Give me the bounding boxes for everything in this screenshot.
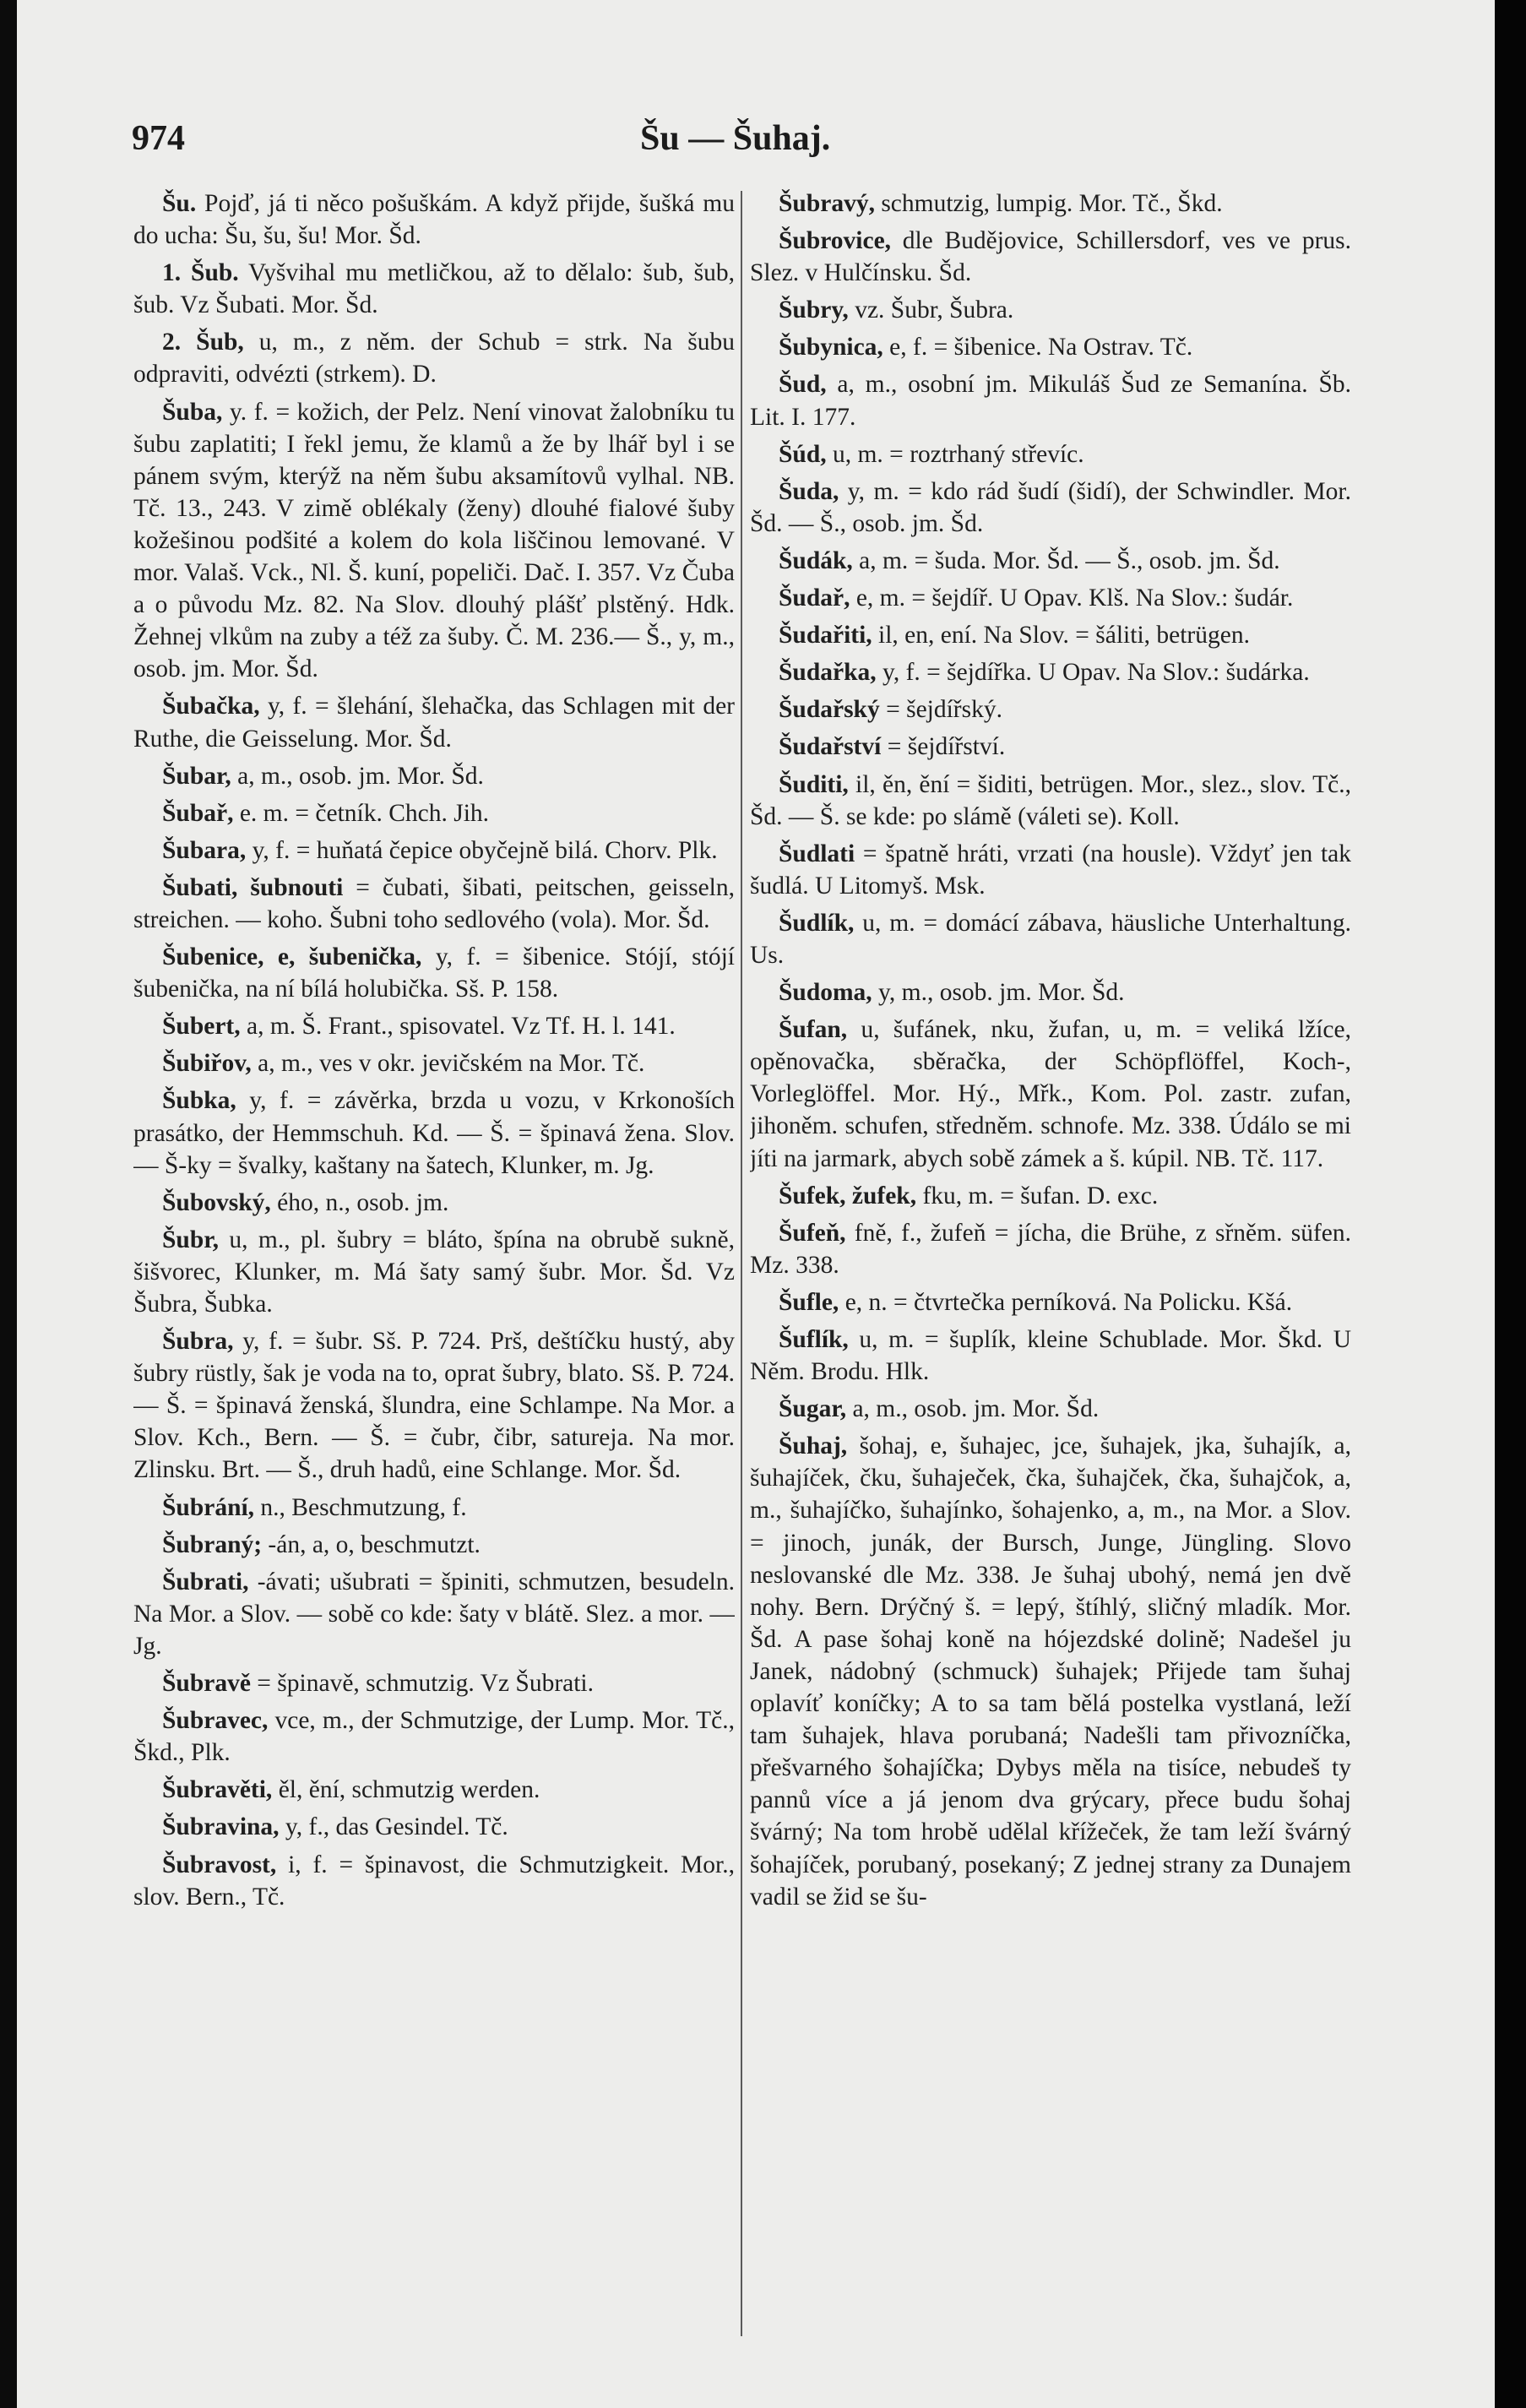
definition: y, f. = šubr. Sš. P. 724. Prš, deštíčku hustý, aby šubry rüstly, šak je voda na to, oprat šubry, blato. Sš. P. 724. — Š. = špinavá ženská, šlundra, eine Schlampe. Na Mor. a Slov. Kch., Bern. — Š. = čubr, čibr, satureja. Na mor. Zlinsku. Brt. — Š., druh hadů, eine Schlange. Mor. Šd. (133, 1328, 735, 1484)
headword: Šubr, (162, 1226, 219, 1253)
definition: u, m. = šuplík, kleine Schublade. Mor. Škd. U Něm. Brodu. Hlk. (750, 1326, 1351, 1386)
definition: y, f., das Gesindel. Tč. (279, 1813, 508, 1841)
definition: y, f. = závěrka, brzda u vozu, v Krkonoších prasátko, der Hemmschuh. Kd. — Š. = špinavá žena. Slov. — Š-ky = švalky, kaštany na šatech, Klunker, m. Jg. (133, 1087, 735, 1179)
page-header (117, 118, 1358, 169)
dictionary-entry (133, 1811, 735, 1843)
definition: šohaj, e, šuhajec, jce, šuhajek, jka, šuhajík, a, šuhajíček, čku, šuhaječek, čka, šuhajček, čka, šuhajčok, a, m., šuhajíčko, šuhajínko, šohajenko, a, m., na Mor. a Slov. = jinoch, junák, der Bursch, Junge, Jüngling. Slovo neslovanské dle Mz. 338. Je šuhaj ubohý, nemá jen dvě nohy. Bern. Drýčný š. = lepý, štíhlý, sličný mladík. Mor. Šd. A pase šohaj koně na hójezdské dolině; Nadešel ju Janek, nádobný (schmuck) šuhajek; Přijede tam šuhaj oplavíť koníčky; A to sa tam bělá postelka vystlaná, leží tam šuhajek, hlava porubaná; Nadešli tam přivozníčka, přešvarného šohajíčka; Dybys měla na tisíce, nebudeš ty pannů více a já jenom dva grýcary, přece budu šohaj švárný; Na tom hrobě udělal křížeček, že tam leží švárný šohajíček, porubaný, posekaný; Z jednej strany za Dunajem vadil se žid se šu- (750, 1432, 1351, 1911)
headword: Šu. (162, 190, 197, 217)
headword: Šudařství (779, 733, 882, 761)
dictionary-entry (133, 1667, 735, 1699)
headword: Šuflík, (779, 1326, 849, 1353)
definition: n., Beschmutzung, f. (254, 1493, 467, 1521)
dictionary-entry (750, 545, 1351, 577)
definition: u, m. = domácí zábava, häusliche Unterhaltung. Us. (750, 909, 1351, 969)
dictionary-entry (133, 690, 735, 754)
definition: a, m., osob. jm. Mor. Šd. (231, 762, 484, 790)
definition: u, m. = roztrhaný střevíc. (826, 440, 1084, 468)
headword: Šubravec, (162, 1707, 269, 1735)
headword: Šubati, šubnouti (162, 873, 344, 901)
dictionary-entry (133, 1187, 735, 1219)
definition: vce, m., der Schmutzige, der Lump. Mor. Tč., Škd., Plk. (133, 1707, 735, 1767)
headword: Šubravě (162, 1670, 251, 1698)
headword: Šubačka, (162, 693, 260, 720)
definition: a, m. = šuda. Mor. Šd. — Š., osob. jm. Šd. (852, 546, 1280, 574)
definition: e. m. = četník. Chch. Jih. (233, 799, 490, 827)
dictionary-entry (750, 619, 1351, 651)
dictionary-entry (750, 1014, 1351, 1174)
definition: a, m., ves v okr. jevičském na Mor. Tč. (251, 1050, 645, 1078)
dictionary-entry (133, 326, 735, 390)
definition: = špinavě, schmutzig. Vz Šubrati. (250, 1670, 595, 1698)
headword: Šubra, (162, 1328, 234, 1356)
dictionary-entry (750, 294, 1351, 326)
definition: Pojď, já ti něco pošuškám. A když přijde, šušká mu do ucha: Šu, šu, šu! Mor. Šd. (133, 190, 735, 250)
headword: Šugar, (779, 1395, 847, 1423)
dictionary-entry (750, 1286, 1351, 1318)
definition: e, m. = šejdíř. U Opav. Klš. Na Slov.: šudár. (850, 584, 1294, 612)
headword: 2. Šub, (162, 329, 244, 356)
definition: y. f. = kožich, der Pelz. Není vinovat žalobníku tu šubu zaplatiti; I řekl jemu, že klamů a že by lhář byl i se pánem svým, kterýž na něm šubu aksamítovů vylhal. NB. Tč. 13., 243. V zimě oblékaly (ženy) dlouhé fialové šuby kožešinou podšité a kolem do kola liščinou lemované. V mor. Valaš. Vck., Nl. Š. kuní, popeliči. Dač. I. 357. Vz Čuba a o původu Mz. 82. Na Slov. dlouhý plášť plstěný. Hdk. Žehnej vlkům na zuby a též za šuby. Č. M. 236.— Š., y, m., osob. jm. Mor. Šd. (133, 398, 735, 683)
definition: ěl, ění, schmutzig werden. (272, 1776, 540, 1804)
dictionary-entry (133, 1047, 735, 1079)
dictionary-entry (133, 834, 735, 867)
headword: Šubraný; (162, 1530, 263, 1558)
definition: -án, a, o, beschmutzt. (262, 1530, 481, 1558)
dictionary-entry (133, 1325, 735, 1486)
definition: e, n. = čtvrtečka perníková. Na Policku. Kšá. (839, 1288, 1293, 1316)
definition: = šejdířský. (879, 696, 1002, 724)
headword: Šufeň, (779, 1219, 846, 1247)
dictionary-entry (750, 225, 1351, 289)
headword: Šubka, (162, 1087, 236, 1115)
definition: = čubati, šibati, peitschen, geisseln, streichen. — koho. Šubni toho sedlového (vola). Mor. Šd. (133, 873, 735, 933)
dictionary-entry (750, 582, 1351, 614)
headword: Šubovský, (162, 1188, 271, 1216)
definition: il, ěn, ění = šiditi, betrügen. Mor., slez., slov. Tč., Šd. — Š. se kde: po slámě (váleti se). Koll. (750, 770, 1351, 830)
definition: Vyšvihal mu metličkou, až to dělalo: šub, šub, šub. Vz Šubati. Mor. Šd. (133, 259, 735, 319)
dictionary-entry (750, 438, 1351, 470)
definition: a, m., osob. jm. Mor. Šd. (846, 1395, 1100, 1423)
dictionary-entry (750, 731, 1351, 763)
dictionary-entry (750, 693, 1351, 726)
dictionary-entry (750, 976, 1351, 1008)
page-number: 974 (132, 119, 185, 158)
headword: Šudák, (779, 546, 853, 574)
headword: Šubynica, (779, 334, 883, 361)
definition: = šejdířství. (881, 733, 1006, 761)
dictionary-page (17, 0, 1495, 2408)
headword: Šubrati, (162, 1568, 249, 1595)
headword: Šubara, (162, 836, 247, 864)
headword: Šufle, (779, 1288, 839, 1316)
headword: Šudařský (779, 696, 880, 724)
definition: a, m., osobní jm. Mikuláš Šud ze Semanína. Šb. Lit. I. 177. (750, 371, 1351, 431)
definition: a, m. Š. Frant., spisovatel. Vz Tf. H. l. 141. (240, 1013, 676, 1041)
dictionary-entry (133, 760, 735, 792)
dictionary-entry (750, 1393, 1351, 1425)
headword: Šubiřov, (162, 1050, 252, 1078)
dictionary-entry (750, 331, 1351, 363)
headword: Šudař, (779, 584, 850, 612)
dictionary-entry (133, 188, 735, 252)
scan-edge (1495, 0, 1526, 2408)
headword: Šudařiti, (779, 622, 872, 650)
dictionary-entry (133, 941, 735, 1005)
left-column (133, 188, 735, 2333)
dictionary-entry (133, 872, 735, 936)
dictionary-entry (133, 797, 735, 829)
headword: Šubert, (162, 1013, 241, 1041)
definition: y, m. = kdo rád šudí (šidí), der Schwindler. Mor. Šd. — Š., osob. jm. Šd. (750, 477, 1351, 537)
definition: vz. Šubr, Šubra. (848, 296, 1014, 324)
headword: Šufan, (779, 1016, 848, 1044)
dictionary-entry (133, 1704, 735, 1769)
dictionary-entry (133, 396, 735, 686)
dictionary-entry (133, 1849, 735, 1913)
headword: Šud, (779, 371, 827, 399)
dictionary-entry (750, 1217, 1351, 1281)
definition: y, f. = šlehání, šlehačka, das Schlagen mit der Ruthe, die Geisselung. Mor. Šd. (133, 693, 735, 753)
dictionary-entry (133, 1224, 735, 1320)
dictionary-entry (750, 656, 1351, 688)
dictionary-entry (133, 1010, 735, 1042)
column-divider (741, 191, 742, 2336)
headword: Šubenice, e, šubenička, (162, 943, 422, 971)
dictionary-entry (750, 1180, 1351, 1212)
dictionary-entry (750, 1324, 1351, 1388)
headword: Šudlík, (779, 909, 855, 937)
dictionary-entry (133, 1492, 735, 1524)
definition: y, f. = huňatá čepice obyčejně bilá. Chorv. Plk. (246, 836, 718, 864)
definition: ého, n., osob. jm. (270, 1188, 449, 1216)
headword: Šuhaj, (779, 1432, 848, 1460)
dictionary-entry (750, 907, 1351, 971)
definition: u, m., z něm. der Schub = strk. Na šubu odpraviti, odvézti (strkem). D. (133, 329, 735, 389)
dictionary-entry (750, 188, 1351, 220)
definition: e, f. = šibenice. Na Ostrav. Tč. (882, 334, 1193, 361)
headword: Šudlati (779, 840, 855, 867)
definition: u, m., pl. šubry = bláto, špína na obrubě sukně, šišvorec, Klunker, m. Má šaty samý šubr. Mor. Šd. Vz Šubra, Šubka. (133, 1226, 735, 1318)
headword: Šubravý, (779, 190, 875, 217)
definition: u, šufánek, nku, žufan, u, m. = veliká lžíce, opěnovačka, sběračka, der Schöpflöffel, Koch-, Vorleglöffel. Mor. Hý., Mřk., Kom. Pol. zastr. zufan, jihoněm. schufen, středněm. schnofe. Mz. 338. Údálo se mi jíti na jarmark, abych sobě zámek a š. kúpil. NB. Tč. 117. (750, 1016, 1351, 1172)
headword: Šubar, (162, 762, 231, 790)
dictionary-entry (133, 1084, 735, 1181)
definition: fku, m. = šufan. D. exc. (916, 1182, 1159, 1209)
right-column (750, 188, 1351, 2333)
definition: fně, f., žufeň = jícha, die Brühe, z sřněm. süfen. Mz. 338. (750, 1219, 1351, 1279)
definition: dle Budějovice, Schillersdorf, ves ve prus. Slez. v Hulčínsku. Šd. (750, 227, 1351, 287)
headword: Šubrovice, (779, 227, 892, 255)
definition: y, f. = šibenice. Stójí, stójí šubenička, na ní bílá holubička. Sš. P. 158. (133, 943, 735, 1003)
headword: Šudoma, (779, 979, 872, 1007)
headword: Šubrání, (162, 1493, 255, 1521)
dictionary-entry (133, 257, 735, 321)
headword: Šubry, (779, 296, 849, 324)
dictionary-entry (750, 476, 1351, 540)
headword: Šuditi, (779, 770, 849, 798)
definition: y, m., osob. jm. Mor. Šd. (872, 979, 1125, 1007)
definition: i, f. = špinavost, die Schmutzigkeit. Mor., slov. Bern., Tč. (133, 1851, 735, 1911)
headword: Šubravěti, (162, 1776, 273, 1804)
headword: Šufek, žufek, (779, 1182, 917, 1209)
headword: 1. Šub. (162, 259, 239, 287)
dictionary-entry (750, 769, 1351, 833)
headword: Šúd, (779, 440, 827, 468)
headword: Šuda, (779, 477, 839, 505)
dictionary-entry (133, 1529, 735, 1561)
headword: Šubravost, (162, 1851, 277, 1878)
definition: = špatně hráti, vrzati (na housle). Vždyť jen tak šudlá. U Litomyš. Msk. (750, 840, 1351, 900)
dictionary-entry (750, 1430, 1351, 1912)
headword: Šubravina, (162, 1813, 280, 1841)
dictionary-entry (750, 838, 1351, 902)
headword: Šuba, (162, 398, 223, 426)
dictionary-entry (133, 1774, 735, 1806)
running-head: Šu — Šuhaj. (640, 119, 831, 158)
definition: il, en, ení. Na Slov. = šáliti, betrügen. (872, 622, 1250, 650)
definition: -ávati; ušubrati = špiniti, schmutzen, besudeln. Na Mor. a Slov. — sobě co kde: šaty v blátě. Slez. a mor. — Jg. (133, 1568, 735, 1660)
definition: y, f. = šejdířka. U Opav. Na Slov.: šudárka. (876, 659, 1310, 687)
definition: schmutzig, lumpig. Mor. Tč., Škd. (874, 190, 1223, 217)
dictionary-entry (133, 1566, 735, 1662)
headword: Šudařka, (779, 659, 877, 687)
headword: Šubař, (162, 799, 234, 827)
dictionary-entry (750, 368, 1351, 432)
